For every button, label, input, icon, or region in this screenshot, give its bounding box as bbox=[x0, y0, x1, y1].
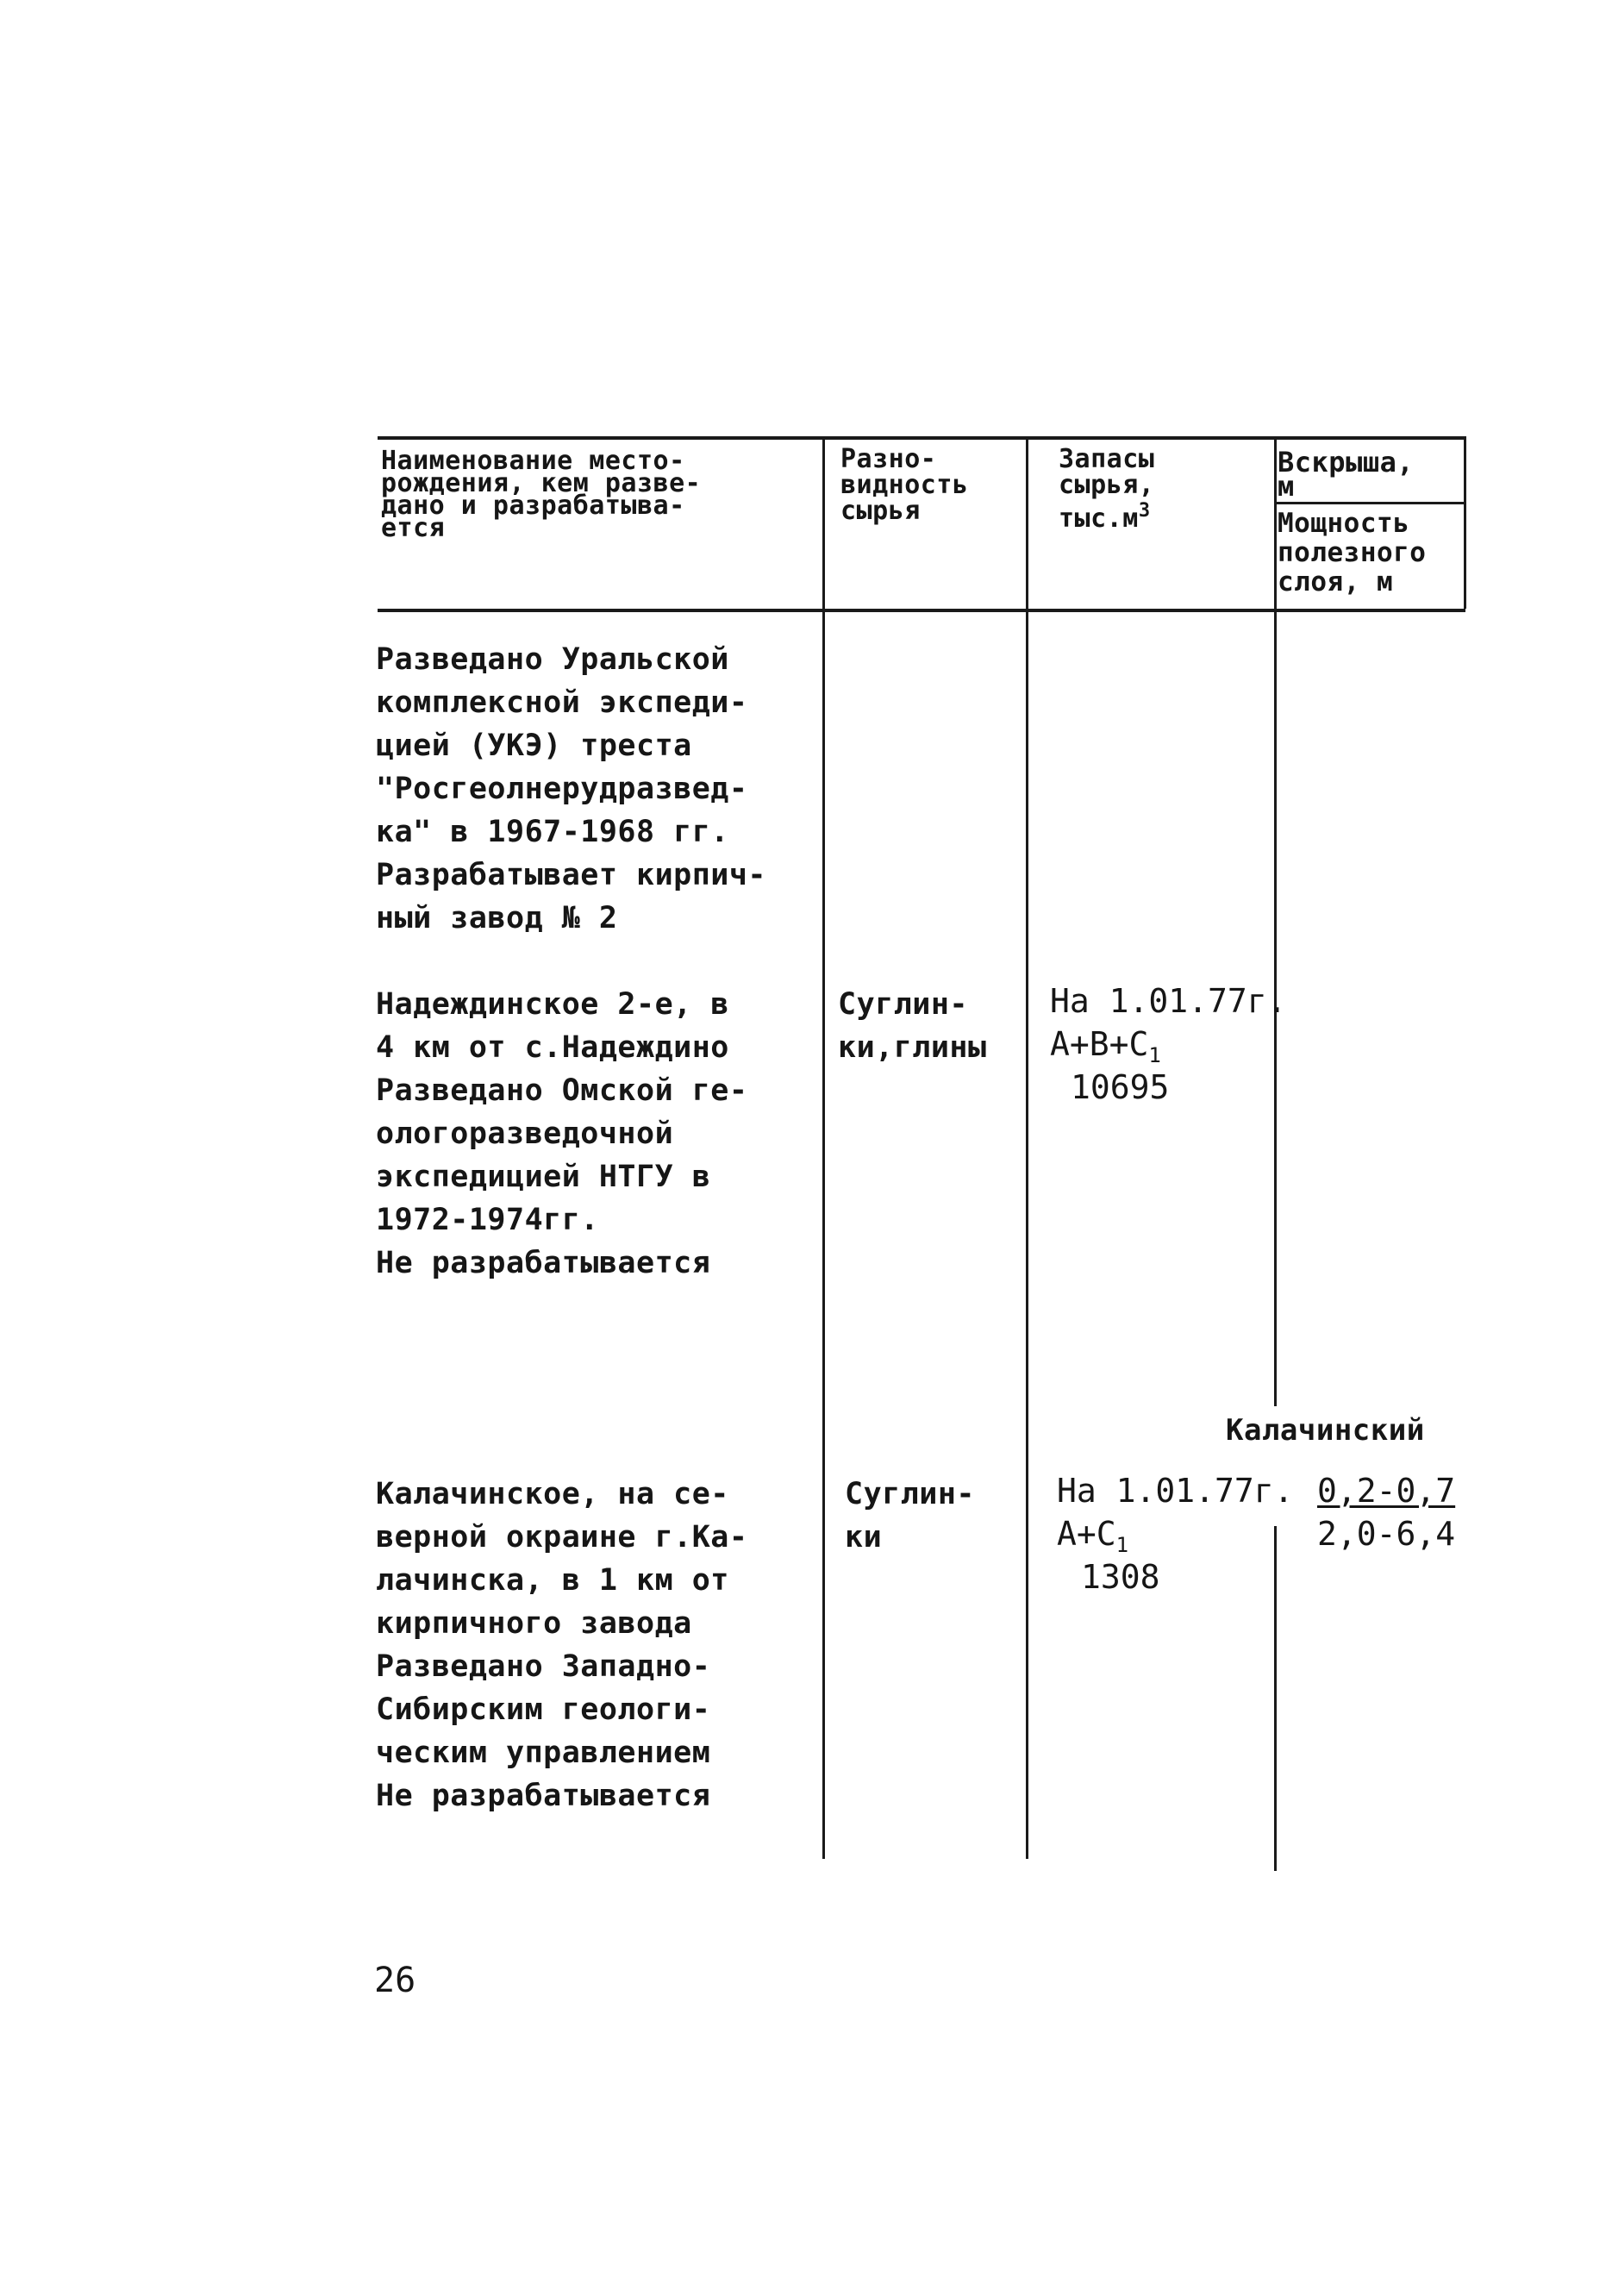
column-divider-1 bbox=[822, 436, 825, 1859]
row3-type-cell: Суглин- ки bbox=[845, 1477, 976, 1555]
row3-overburden-cell: 0,2-0,7 bbox=[1317, 1472, 1456, 1510]
row2-reserves-cell: На 1.01.77г. $А+В+С_1$ 10695 bbox=[1050, 982, 1287, 1106]
table-header-bottom-rule bbox=[378, 609, 1465, 612]
section-label: Калачинский bbox=[1226, 1413, 1425, 1448]
table-row: Калачинское, на се- верной окраине г.Ка- лачинска, в 1 км от кирпичного завода Разведано Западно- Сибирским геологи- ческим управлением Не разрабатывается bbox=[376, 1477, 748, 1813]
overburden-thickness-divider bbox=[1274, 502, 1465, 504]
cubic-superscript: 3 bbox=[1138, 500, 1151, 522]
table-row: Надеждинское 2-е, в 4 км от с.Надеждино Разведано Омской ге- ологоразведочной экспедицией НТГУ в 1972-1974гг. Не разрабатывается bbox=[376, 987, 748, 1280]
row3-thickness-cell: 2,0-6,4 bbox=[1317, 1515, 1456, 1553]
column-divider-2 bbox=[1026, 436, 1028, 1859]
table-right-edge bbox=[1464, 436, 1466, 609]
header-thickness: Мощность полезного слоя, м bbox=[1278, 508, 1427, 597]
row2-type-cell: Суглин- ки,глины bbox=[838, 987, 987, 1065]
table-top-rule bbox=[378, 436, 1465, 440]
header-type-column: Разно- видность сырья bbox=[840, 444, 969, 526]
header-name-column: Наименование место- рождения, кем разве- дано и разрабатыва- ется bbox=[381, 446, 702, 543]
row3-reserves-cell: На 1.01.77г. $А+С_1$ 1308 bbox=[1057, 1472, 1294, 1596]
table-row: Разведано Уральской комплексной экспеди- цией (УКЭ) треста "Росгеолнерудразвед- ка" в 1967-1968 гг. Разрабатывает кирпич- ный завод № 2 bbox=[376, 642, 767, 935]
column-divider-3-upper bbox=[1274, 436, 1277, 1406]
header-overburden: Вскрыша, м bbox=[1278, 446, 1415, 503]
page-number: 26 bbox=[374, 1961, 416, 2000]
header-reserves-column: Запасы сырья, $тыс.м^3$ bbox=[1059, 444, 1155, 534]
